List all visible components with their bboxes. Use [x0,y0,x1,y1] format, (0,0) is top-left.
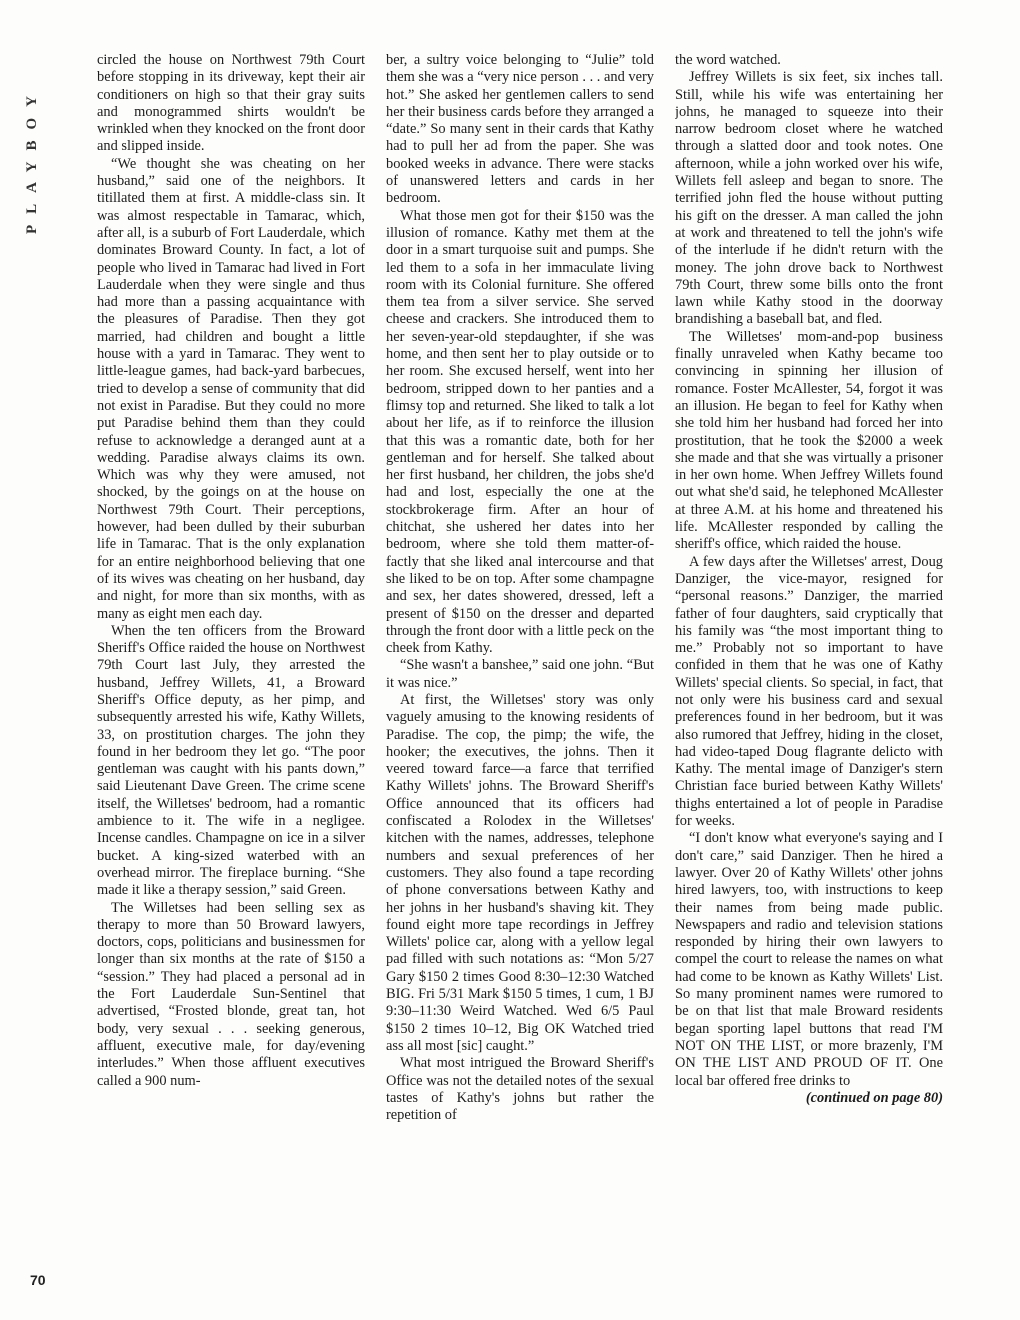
paragraph: What most intrigued the Broward Sheriff's Office was not the detailed notes of the sexual tastes of Kathy's johns but rather the repetition of [386,1055,654,1124]
paragraph: ber, a sultry voice belonging to “Julie” told them she was a “very nice person . . . and very hot.” She asked her gentlemen callers to send her their business cards before they arranged a “date.” So many sent in their cards that Kathy had to pull her ad from the paper. She was booked weeks in advance. There were stacks of unanswered letters and cards in her bedroom. [386,52,654,207]
paragraph: “I don't know what everyone's saying and I don't care,” said Danziger. Then he hired a lawyer. Over 20 of Kathy Willets' other johns hired lawyers, too, with instructions to keep their names from being made public. Newspapers and radio and television stations responded by hiring their own lawyers to compel the court to release the names on what had come to be known as Kathy Willets' List. So many prominent names were rumored to be on that list that male Broward residents began sporting lapel buttons that read I'M NOT ON THE LIST, or more brazenly, I'M ON THE LIST AND PROUD OF IT. One local bar offered free drinks to [675,830,943,1089]
paragraph: “We thought she was cheating on her husband,” said one of the neighbors. It titillated them at first. A middle-class sin. It was almost respectable in Tamarac, which, after all, is a suburb of Fort Lauderdale, which dominates Broward County. In fact, a lot of people who lived in Tamarac had lived in Fort Lauderdale when they were single and thus had more than a passing acquaintance with the pleasures of Paradise. Then they got married, had children and bought a little house with a yard in Tamarac. They went to little-league games, had back-yard barbecues, tried to develop a sense of community that did not exist in Paradise. But they could no more put Paradise behind them than they could refuse to acknowledge a deranged aunt at a wedding. Paradise always claims its own. Which was why they were amused, not shocked, by the goings on at the house on Northwest 79th Court. Their perceptions, however, had been dulled by their suburban life in Tamarac. That is the only explanation for an entire neighborhood believing that one of its wives was cheating on her husband, day and night, for more than six months, with as many as eight men each day. [97,155,365,622]
paragraph: circled the house on Northwest 79th Court before stopping in its driveway, kept their air conditioners on high so that their gray suits and monogrammed shirts wouldn't be wrinkled when they knocked on the front door and slipped inside. [97,52,365,155]
column-2 [386,52,654,1257]
column-1 [97,52,365,1257]
paragraph: When the ten officers from the Broward Sheriff's Office raided the house on Northwest 79th Court last July, they arrested the husband, Jeffrey Willets, 41, a Broward Sheriff's Office deputy, as her pimp, and subsequently arrested his wife, Kathy Willets, 33, on prostitution charges. The john they found in her bedroom they let go. “The poor gentleman was caught with his pants down,” said Lieutenant Dave Green. The crime scene itself, the Willetses' bedroom, had a romantic ambience to it. The wife in a negligee. Incense candles. Champagne on ice in a silver bucket. A king-sized waterbed with an overhead mirror. The fireplace burning. “She made it like a therapy session,” said Green. [97,622,365,899]
paragraph: “She wasn't a banshee,” said one john. “But it was nice.” [386,657,654,691]
paragraph: A few days after the Willetses' arrest, Doug Danziger, the vice-mayor, resigned for “personal reasons.” Danziger, the married father of four daughters, said cryptically that his family was “the most important thing to me.” Probably not so important to have confided in them that he was one of Kathy Willets' special clients. So special, in fact, that not only were his business card and sexual preferences found in her bedroom, but it was also rumored that Jeffrey, hiding in the closet, had video-taped Doug flagrante delicto with Kathy. The mental image of Danziger's stern Christian face buried between Kathy Willets' thighs entertained a lot of people in Paradise for weeks. [675,553,943,830]
column-3 [675,52,943,1257]
masthead: PLAYBOY [24,85,40,235]
paragraph: The Willetses had been selling sex as therapy to more than 50 Broward lawyers, doctors, cops, politicians and businessmen for longer than six months at the rate of $150 a “session.” They had placed a personal ad in the Fort Lauderdale Sun-Sentinel that advertised, “Frosted blonde, great tan, hot body, very sexual . . . seeking generous, affluent, executive male, for day/evening interludes.” When those affluent executives called a 900 num- [97,899,365,1089]
page-number: 70 [30,1272,46,1288]
paragraph: At first, the Willetses' story was only vaguely amusing to the knowing residents of Paradise. The cop, the pimp; the wife, the hooker; the executives, the johns. Then it veered toward farce—a farce that terrified Kathy Willets' johns. The Broward Sheriff's Office announced that its officers had confiscated a Rolodex in the Willetses' kitchen with the names, addresses, telephone numbers and sexual preferences of her customers. They also found a tape recording of phone conversations between Kathy and her johns in her husband's shaving kit. They found eight more tape recordings in Jeffrey Willets' police car, along with a yellow legal pad filled with such notations as: “Mon 5/27 Gary $150 2 times Good 8:30–12:30 Watched BIG. Fri 5/31 Mark $150 5 times, 1 cum, 1 BJ 9:30–11:30 Weird Watched. Wed 6/5 Paul $150 2 times 10–12, Big OK Watched tried ass all most [sic] caught.” [386,691,654,1054]
paragraph: the word watched. [675,52,781,68]
continued-note: (continued on page 80) [805,1089,943,1106]
paragraph: Jeffrey Willets is six feet, six inches tall. Still, while his wife was entertaining her johns, he managed to squeeze into their narrow bedroom closet where he watched through a slatted door and took notes. One afternoon, while a john worked over his wife, Willets fell asleep and began to snore. The terrified john fled the house without putting his gift on the dresser. A man called the john at work and threatened to tell the john's wife of the interlude if he didn't return with the money. The john drove back to Northwest 79th Court, threw some bills onto the front lawn while Kathy stood in the doorway brandishing a baseball bat, and fled. [675,69,943,328]
paragraph: The Willetses' mom-and-pop business finally unraveled when Kathy became too convincing in spinning her illusion of romance. Foster McAllester, 54, forgot it was an illusion. He began to feel for Kathy when she told him her husband had forced her into prostitution, that he took the $2000 a week she made and that she was virtually a prisoner in her own home. When Jeffrey Willets found out what she'd said, he telephoned McAllester at three A.M. at his home and threatened his life. McAllester responded by calling the sheriff's office, which raided the house. [675,328,943,553]
paragraph: What those men got for their $150 was the illusion of romance. Kathy met them at the door in a smart turquoise suit and pumps. She led them to a sofa in her immaculate living room with its Colonial furniture. She offered them tea from a silver service. She served cheese and crackers. She introduced them to her seven-year-old stepdaughter, if she was home, and then sent her to play outside or to her room. She excused herself, went into her bedroom, stripped down to her panties and a flimsy top and returned. She liked to talk a lot about her life, as if to reinforce the illusion that this was a romantic date, both for her gentleman and for herself. She talked about her first husband, her children, the jobs she'd had and lost, especially the one at the stockbrokerage firm. After an hour of chitchat, she ushered her dates into her bedroom, where she told them matter-of-factly that she liked anal intercourse and that she liked to be on top. After some champagne and sex, her dates showered, dressed, left a present of $150 on the dresser and departed through the front door with a little peck on the cheek from Kathy. [386,207,654,657]
